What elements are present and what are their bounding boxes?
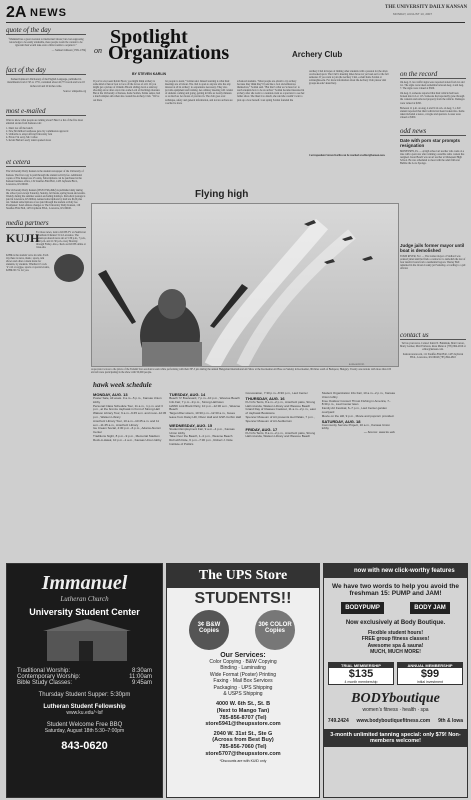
calendar-column-2 [169, 392, 242, 557]
etcetera-heading: et cetera [6, 158, 86, 167]
ups-location-1: 4000 W. 6th St., St. B (Next to Mango Tan) 785-856-8707 (Tel) store5941@theupsstore.com [205, 701, 281, 728]
body-phone[interactable]: 749.2424 [327, 717, 349, 724]
bbq-title: Student Welcome Free BBQ [46, 722, 123, 728]
list-item[interactable]: 4. Envio I’m sorry, Mr. Coffee [6, 136, 38, 140]
quote-text: “Mankind has a great aversion to intellectual labour; but even supposing knowledge to be easily attainable, more people would be content to be ignorant than would take even a little trouble to acquire it.” [8, 38, 84, 48]
header-rule [6, 22, 465, 23]
list-item: Community Service Project, 10 a.m., Kansas Union lobby [321, 422, 390, 431]
worship-times [7, 666, 162, 688]
contact-text-2: Kansan newsroom, 111 Stauffer-Flint Hall, 1435 Jayhawk Blvd., Lawrence, KS 66045 (785) 864-4810 [402, 353, 464, 360]
list-item: MUCH, MUCH MORE! [370, 649, 421, 656]
odd-news-heading: odd news [400, 127, 466, 136]
bw-copies-badge: 3¢ B&W Copies [189, 610, 229, 650]
record-text-2: On Aug. 6, someone reported that their vehicle had been broken into in Lot 115. Someone had reportedly gone through the contents and removed property from the vehicle. Damages were valued at $450. [400, 92, 465, 105]
quote-author: — Samuel Johnson (1709–1784) [51, 49, 86, 53]
list-item: Student Organization Info Fair, 10 a.m.–2 p.m., Kansas Union lobby [321, 391, 395, 399]
ups-title: The UPS Store [167, 564, 319, 588]
immanuel-ad[interactable] [6, 563, 163, 798]
list-item: Roll with Dole, 6 p.m.–7:30 p.m., Robert J. Dole Institute of Politics [169, 438, 233, 446]
ups-location-2: 2040 W. 31st St., Ste G (Across from Best Buy) 785-856-7060 (Tel) store5707@theupsstore.com [205, 730, 281, 757]
tanning-promo: 3-month unlimited tanning special: only $79! Non-members welcome! [324, 729, 467, 747]
list-item: Ice Cream Social, 4:30 p.m.–6 p.m., Adams Alumni Center [93, 426, 161, 435]
class-logos [328, 602, 463, 614]
photo-credit: KANSAS PHOTO [349, 364, 365, 366]
list-item: Student Employment Fair, 9 a.m.–4 p.m., Kansas Union lobby [169, 426, 235, 435]
record-heading: on the record [400, 70, 466, 79]
day-heading: SATURDAY, AUG. 18 [321, 418, 361, 424]
bodypump-logo: BODYPUMP [341, 602, 384, 614]
list-item: Traditions Night, 8 p.m.–9 p.m., Memorial Stadium [93, 433, 160, 438]
byline: BY STEVEN KARLIN [132, 72, 166, 76]
list-item: Anschutz Library Tour, 10 a.m.–10:45 a.m. and 11 a.m.–11:45 a.m., Anschutz Library [93, 418, 160, 427]
masthead: THE UNIVERSITY DAILY KANSAN [385, 5, 468, 10]
photo-headline: Flying high [195, 189, 249, 200]
list-item: Beach ‘N’ Boulevard, 7 p.m.–10 p.m., Wescoe Beach [169, 396, 240, 400]
fact-source: Source: wikipedia.org [63, 89, 86, 93]
church-phone[interactable]: 843-0620 [61, 740, 108, 752]
list-item: Color Copying · B&W Copying [209, 659, 277, 665]
body-exclusive: Now exclusively at Body Boutique. [345, 620, 446, 626]
etcetera-text-2: The University Daily Kansan (ISSN 0746-4962) is published daily during the school year except Saturday, Sunday, fall break, spring break and exams. Weekly during the summer session excluding holidays. Periodical postage is paid in Lawrence, KS 66044. Annual subscriptions by mail are $120 plus tax. Student subscriptions of are paid through the student activity fee. Postmaster: Send address changes to The University Daily Kansan, 119 Stauffer-Flint Hall, 1435 Jayhawk Blvd., Lawrence, KS 66045. [6, 188, 86, 211]
list-item: Binding · Laminating [220, 665, 266, 672]
kujh-text: For more news, turn to KUJH-TV on Sunflower Broadband Channel 31 in Lawrence. The student-produced news airs at 5:30 p.m., 7 p.m., 9:30 p.m. and 11:30 p.m. every Monday through Friday. Also, check out KUJH online at tv.ku.edu. [36, 230, 86, 249]
body-address: 9th & Iowa [438, 717, 464, 724]
photo-caption: A spectator waves to the pilots of the Turkish Star aerobatics team while performing with their NF-5 jets during the annual Hungarian International Air Show at the Kecskemet Air Base on Sunday in Kecskemet, 86 miles south of Budapest, Hungary. Twenty one nations with more than 100 aircraft were participating in the show with 50,000 people. [91, 368, 392, 375]
record-text: On Aug. 8, two traffic signs were reported stolen from 1st and 1st. The signs were taken sometime between Aug. 4 and Aug. 7. The signs were valued at $500. [400, 81, 465, 91]
feature-title: Spotlight [110, 26, 188, 48]
list-item: Take Over the Beach, 1–4 p.m., Wescoe Beach [169, 434, 233, 439]
kujh-logo: KUJH [6, 230, 40, 245]
body-web[interactable]: www.bodyboutiquefitness.com [356, 717, 431, 724]
quote-heading: quote of the day [6, 26, 86, 35]
worship-row: Contemporary Worship: 11:00am [17, 674, 152, 680]
list-item: Flexible student hours! [367, 630, 423, 636]
fact-text: Samuel Johnson’s Dictionary of the English Language, published in installments from 1745 to 1755, contained about 42,773 words and was 18 inches tall and 20 inches wide. [7, 78, 85, 88]
left-sidebar [6, 26, 86, 286]
church-sub: Lutheran Church [60, 595, 109, 603]
body-contact [324, 718, 467, 724]
day-heading: WEDNESDAY, AUG. 15 [169, 422, 213, 428]
list-item: KU Info Tents, 8 a.m.–2 p.m., Anschutz patio, Strong Hall rotunda, Watson Library and Wescoe Beach [245, 399, 316, 408]
list-item: & USPS Shipping [223, 691, 263, 698]
kjhk-text: KJHK is the student voice in radio. Each day there is news, music, sports, talk shows and other content made for students, by students. Whether it’s rock ’n’ roll or reggae, sports or special events, KJHK 90.7 is for you. [6, 253, 50, 272]
day-heading: TUESDAY, AUG. 14 [169, 392, 206, 397]
list-item: FREE group fitness classes! [361, 636, 430, 643]
list-item[interactable]: 1. Dani: not off the bench [6, 126, 33, 130]
article-column-4: Archery Club in hopes of finding other students with a passion for the often overlooked sport. The Club’s meeting times have not yet been set for the fall semester. If you want to join the Archery Club, e-mail Katie Soldan at soldan@ku.edu. For more information about the Archery Club please visit groups.ku.edu/~kuarchery. [309, 70, 389, 86]
calendar-heading: hawk week schedule [93, 381, 152, 389]
odd-text-1: MONESSEN, Pa. — A high school art teacher who went on a date with a porn star after winning a satellite radio contest has resigned. Jason Beach was an art teacher at Monessen High School. He was scheduled to meet with the adult film star Bubble the Love Sponge. [400, 150, 465, 166]
list-item[interactable]: 2. New $6 million boathouse gets city commission approval [6, 130, 69, 134]
body-tagline: women’s fitness · health · spa [362, 706, 429, 713]
list-item: Packaging · UPS Shipping [213, 684, 273, 691]
kjhk-logo-icon [54, 254, 84, 282]
list-item: Info Fair, 7 p.m.–9 p.m., Strong Hall lawn [169, 399, 224, 404]
ups-services [167, 659, 319, 697]
worship-row: Bible Study Classes: 9:45am [17, 680, 152, 686]
contact-heading: contact us [400, 331, 466, 340]
list-item: Family Art Festival, 6–7 p.m., Lied Center garden courtyard [321, 406, 387, 414]
list-item: Awesome spa & sauna! [367, 642, 424, 649]
ups-prices [167, 608, 319, 650]
church-building-icon [7, 617, 162, 661]
calendar-grid [93, 392, 395, 557]
ups-fine-print: *Discounts are with KUID only [219, 759, 267, 764]
page-number: 2A [6, 4, 27, 21]
calendar-column-4 [322, 392, 395, 557]
list-item: Watson Library Tour, 9 a.m.–9:45 a.m. and noon–12:45 p.m., Watson Library [93, 411, 167, 419]
kjhk-block [6, 254, 86, 286]
body-brand: BODYboutique [351, 690, 440, 706]
record-top-block [400, 18, 466, 52]
emailed-heading: most e-mailed [6, 107, 86, 116]
list-item: Faxing · Mail Box Services [213, 678, 273, 685]
feature-title-organizations: Organizations [108, 42, 230, 64]
day-heading: MONDAY, AUG. 13 [93, 392, 128, 397]
fact-heading: fact of the day [6, 66, 86, 75]
church-name: Immanuel [41, 572, 128, 594]
etcetera-text: The University Daily Kansan is the student newspaper of the University of Kansas. The first copy is paid through the student activity fee. Additional copies of The Kansan are 25 cents. Subscriptions can be purchased at the Kansan business office, 119 Stauffer-Flint Hall, 1435 Jayhawk Blvd., Lawrence, KS 66045. [6, 170, 84, 186]
record-text-3: Between 11 p.m. on Aug. 4 and 9:14 a.m. on Aug. 5, a KU student reported that their vehicle had been broken into. Items taken included a stereo, cologne and quarters. Losses were valued at $300. [400, 106, 465, 119]
right-sidebar [400, 70, 466, 360]
bodyjam-logo: BODY JAM [410, 602, 450, 614]
odd-headline-2: Judge jails former mayor until boat is demolished [400, 243, 465, 254]
emailed-list [6, 127, 86, 142]
ups-services-title: Our Services: [220, 652, 266, 659]
list-item: KU Info Tents, 8 a.m.–2 p.m., Anschutz patio, Strong Hall rotunda, Watson Library and Wescoe Beach [245, 430, 316, 439]
body-perks [324, 630, 467, 656]
annual-membership[interactable]: ANNUAL MEMBERSHIP $99 initial investment [397, 662, 463, 685]
list-item: Rock-A-Hawk, 10 p.m.–1 a.m., Kansas Union lobby [93, 437, 162, 442]
contact-text: Tell us your news. Contact Kirsti N. Bahnmuk, Matt Carson, Marty Gomez, Matt Erickson, Reza Mann at (785) 864-4810 or editor@kansan.com. [400, 342, 466, 352]
list-item: Movie on the Hill, 9 p.m., Movie and popcorn provided. [321, 413, 395, 418]
body-banner: now with new click-worthy features [324, 564, 467, 578]
fellowship-url[interactable]: www.ku.edu/~lsf [66, 710, 103, 716]
list-item[interactable]: 5. Kevin Harlan’s early talent opened doors [6, 139, 52, 143]
ups-store-ad[interactable] [166, 563, 320, 798]
list-item: Spencer Museum of Art presents Het Palais, 7 p.m., Spencer Museum of Art Auditorium [245, 414, 315, 423]
list-item: Grand Day of Classes Cookout, 11 a.m.–2 p.m., east of Jayhawk Bookstore [245, 407, 316, 416]
section-name: NEWS [30, 7, 67, 19]
list-item: Wide Format (Poster) Printing [209, 671, 277, 678]
list-item: Target After-Hours, 10:30 p.m.–12:30 a.m., buses leave from Daisy Hill, Oliver Hall and GSP-Corbin Hall [169, 411, 241, 419]
body-boutique-ad[interactable] [323, 563, 468, 798]
article-column-3: advanced students. “Most people are afraid to try archery because they think they’ll look like a fool and embarrass themselves,” Soldan said. “But that’s what we’re here for: to teach students how to be an archer.” Soldan became interested in archery after she went to a reunion event as a spectator to see her father shoot. She liked it so much, she said she couldn’t wait to pick up a bow herself. Last spring Soldan founded the [237, 80, 305, 102]
article-column-2: for people to learn,” Soldan said. Indeed learning is what their meetings are all about. The club is open to anyone who has any interest at all in archery; no experience necessary. They also provide equipment and training. An ordinary meeting will consist of students coming and going, getting in little as twenty minutes or as much as two hours of practice in. The club goes over technique, safety and general information, and novice archers are coached to more [165, 80, 233, 105]
issue-date: MONDAY, AUGUST 13, 2007 [393, 12, 433, 16]
calendar-column-1 [93, 392, 166, 557]
color-copies-badge: 30¢ COLOR Copies [255, 610, 295, 650]
day-heading: THURSDAY, AUG. 16 [245, 395, 285, 401]
article-column-1: If you’ve ever seen Robin Hood, you might think archery is some kind of heroic feat to face off the forces of evil. Or you might get a picture of Orlando Bloom sliding down a stairway shooting arrow after arrow into some Lord of the Rings monster. But at the University of Kansas, Katie Soldan, Salina senior, had a much simpler aim when she created the Archery Club. “We’re out there [93, 80, 161, 102]
media-heading: media partners [6, 219, 86, 228]
list-item: HAWK Link Block Party, 10 p.m.–12:30 a.m., Wescoe Beach [169, 403, 241, 412]
body-headline: We have two words to help you avoid the freshman 15: PUMP and JAM! [331, 583, 459, 597]
kujh-block [6, 231, 86, 251]
feature-subtitle: Archery Club [292, 50, 343, 59]
list-item: Free Outdoor Concert Thrust Fishing in America, 7–8:30 p.m., Lied Center lawn [321, 398, 391, 407]
list-item: Poster Sale, All week. 9 a.m.–5 p.m., Kansas Union lobby [93, 396, 162, 404]
air-show-photo [91, 203, 399, 367]
feature-title-on: on [94, 46, 102, 55]
odd-headline-1: Date with porn star prompts resignation [400, 138, 461, 149]
ups-students: STUDENTS!! [194, 590, 292, 607]
bbq-time: Saturday, August 18th 5:30–7:00pm [44, 728, 125, 734]
list-item: Personal Class Schedule Tour, 11 a.m., 1 p.m. and 3 p.m., at the bronze Jayhawk in front of Strong Hall [93, 403, 163, 412]
emailed-intro: Want to know what people are talking about? Here’s a list of the five most emailed stories from Kansan.com: [6, 118, 84, 125]
student-center: University Student Center [29, 607, 140, 617]
worship-row: Traditional Worship: 8:30am [17, 668, 152, 674]
student-supper: Thursday Student Supper: 5:30pm [38, 692, 131, 698]
fellowship: Lutheran Student Fellowship [43, 704, 126, 710]
calendar-source: — Source: www.ku.edu [363, 430, 395, 435]
trial-membership[interactable]: TRIAL MEMBERSHIP $135 4 month membership [328, 662, 394, 685]
list-item[interactable]: 3. Uniforms to adopt official University font [6, 133, 53, 137]
membership-boxes [328, 662, 463, 685]
calendar-column-3 [246, 392, 319, 557]
list-item: Convocation, 7:30 p.m.–8:30 p.m., Lied Center [245, 391, 308, 395]
odd-text-2: TOMS RIVER, N.J. — The former mayor of Stafford was ordered jailed until he finds a contractor to demolish the last of four derelict boats from a residential lagoon. Wesley Bell remained in the Ocean County jail Saturday, according to a jail official. [400, 255, 466, 271]
day-heading: FRIDAY, AUG. 17 [245, 426, 278, 432]
correspondent-note: Correspondent Steven Karlin can be reached at editor@kansan.com. [309, 154, 386, 157]
